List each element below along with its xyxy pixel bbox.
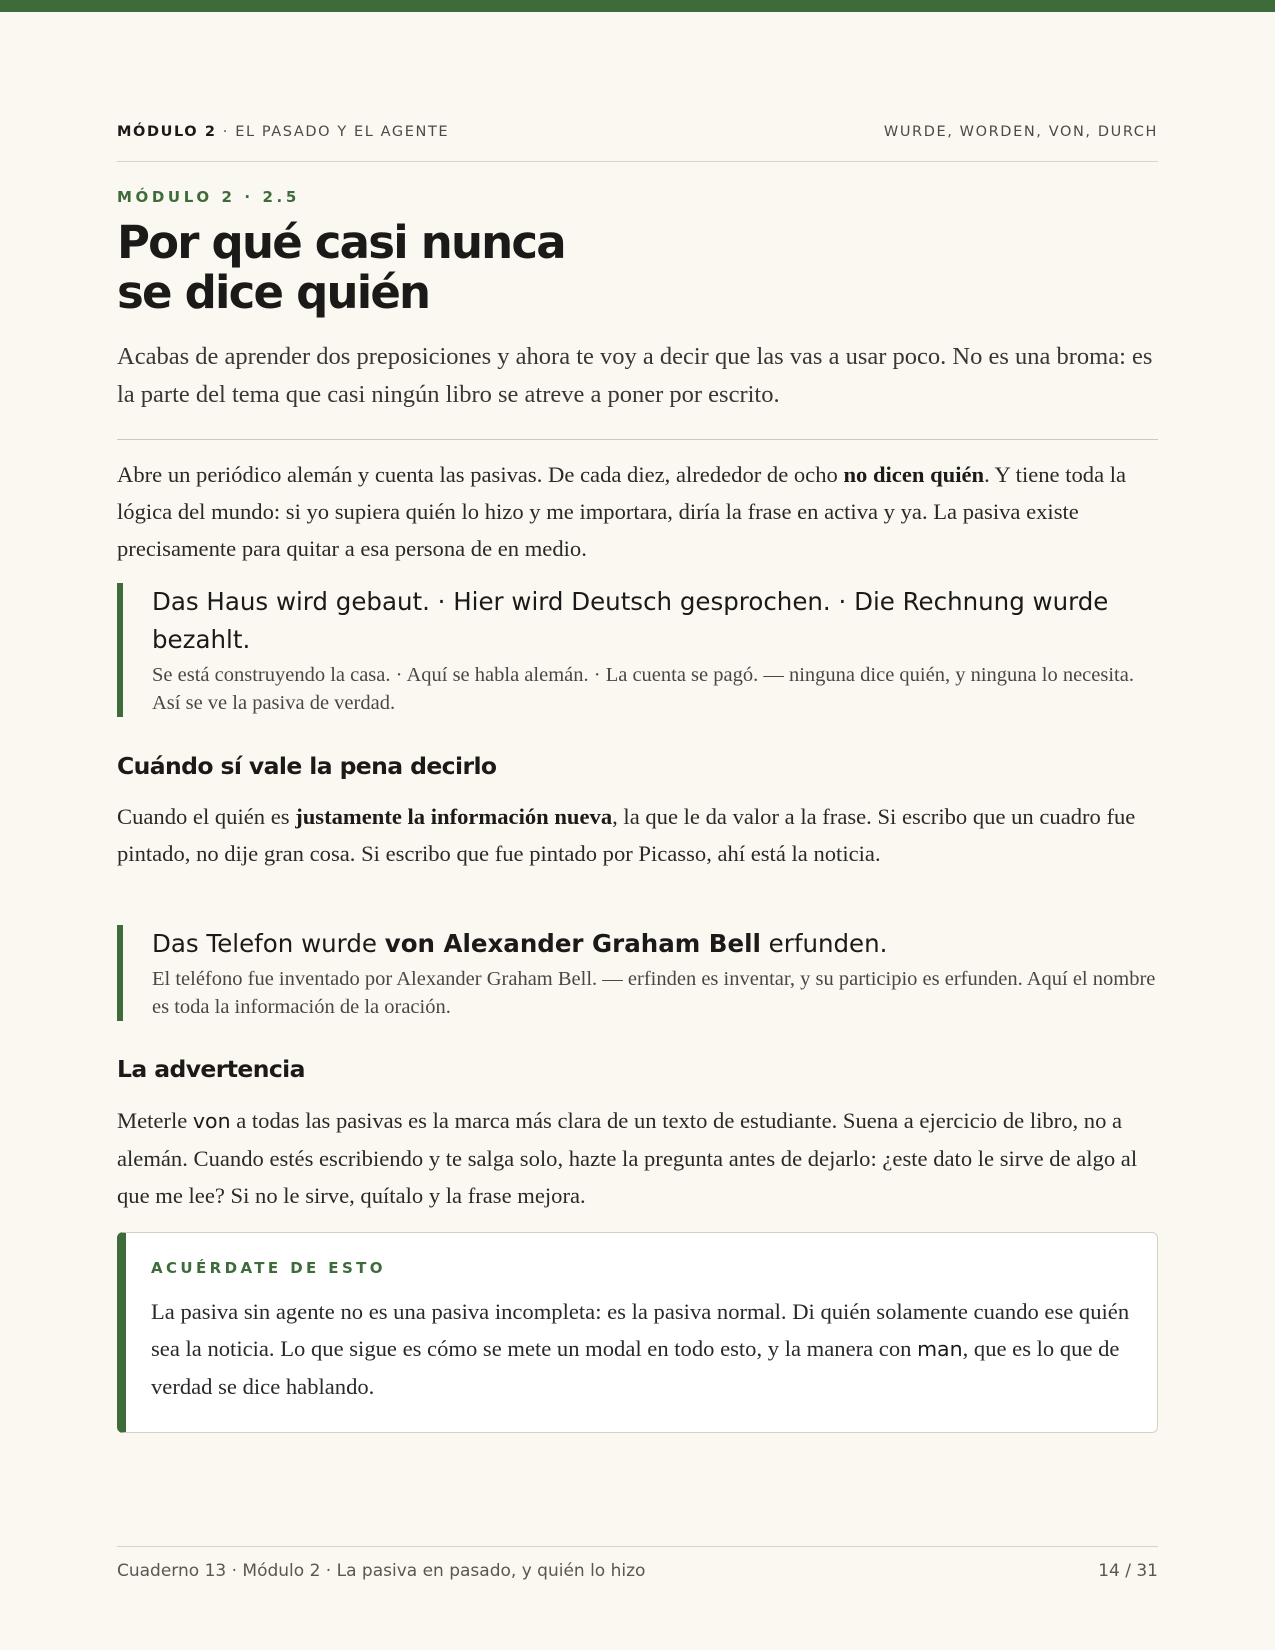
callout-body — [151, 1293, 1131, 1405]
page-number: 14 / 31 — [1098, 1561, 1158, 1581]
example-2-german-emphasis: von Alexander Graham Bell — [384, 929, 761, 958]
section-kicker: MÓDULO 2 · 2.5 — [117, 188, 300, 206]
example-block-2 — [117, 925, 1158, 1021]
running-header — [117, 124, 1158, 140]
callout-text-end: , que es lo que de verdad se dice hablando. — [151, 1336, 1120, 1399]
heading-warning: La advertencia — [117, 1055, 305, 1083]
example-2-german-end: erfunden. — [760, 929, 888, 958]
example-1-german: Das Haus wird gebaut. · Hier wird Deutsch gesprochen. · Die Rechnung wurde bezahlt. — [152, 587, 1109, 654]
lede-divider — [117, 439, 1158, 440]
callout-keyword: man — [917, 1337, 963, 1361]
heading-when-to-say: Cuándo sí vale la pena decirlo — [117, 752, 497, 780]
body-paragraph-3 — [117, 1102, 1158, 1214]
remember-callout — [117, 1232, 1158, 1433]
running-header-module: MÓDULO 2 — [117, 124, 217, 140]
running-header-left — [117, 124, 449, 140]
body-paragraph-2 — [117, 798, 1158, 872]
para3-keyword: von — [192, 1109, 231, 1133]
page-footer — [117, 1561, 1158, 1581]
example-2-spanish: El teléfono fue inventado por Alexander Graham Bell. — erfinden es inventar, y su participio es erfunden. Aquí el nombre es toda la información de la oración. — [152, 968, 1156, 1018]
para2-text-end: , la que le da valor a la frase. Si escribo que un cuadro fue pintado, no dije gran cosa. Si escribo que fue pintado por Picasso, ahí está la noticia. — [117, 804, 1136, 866]
para2-emphasis: justamente la información nueva — [295, 804, 613, 829]
para1-emphasis: no dicen quién — [843, 462, 985, 487]
running-header-section: · EL PASADO Y EL AGENTE — [216, 124, 450, 140]
page-title — [117, 218, 817, 318]
callout-text: La pasiva sin agente no es una pasiva incompleta: es la pasiva normal. Di quién solamente cuando ese quién sea la noticia. Lo que sigue es cómo se mete un modal en todo esto, y la manera con — [151, 1299, 1130, 1361]
body-paragraph-1 — [117, 456, 1158, 567]
footer-title: Cuaderno 13 · Módulo 2 · La pasiva en pasado, y quién lo hizo — [117, 1561, 646, 1581]
top-accent-bar — [0, 0, 1275, 12]
footer-divider — [117, 1546, 1158, 1547]
para1-text: Abre un periódico alemán y cuenta las pasivas. De cada diez, alrededor de ocho — [117, 462, 844, 487]
example-block-1 — [117, 583, 1158, 717]
header-divider — [117, 161, 1158, 162]
example-2-german-start: Das Telefon wurde — [152, 929, 385, 958]
title-line-1: Por qué casi nunca — [117, 216, 565, 269]
para3-text-end: a todas las pasivas es la marca más clara de un texto de estudiante. Suena a ejercicio de libro, no a alemán. Cuando estés escribiendo y te salga solo, hazte la pregunta antes de dejarlo: ¿este dato le sirve de algo al que me lee? Si no le sirve, quítalo y la frase mejora. — [117, 1108, 1138, 1208]
para1-text-end: . Y tiene toda la lógica del mundo: si yo supiera quién lo hizo y me importara, diría la frase en activa y ya. La pasiva existe precisamente para quitar a esa persona de en medio. — [117, 462, 1127, 561]
title-line-2: se dice quién — [117, 266, 430, 319]
lede-paragraph: Acabas de aprender dos preposiciones y ahora te voy a decir que las vas a usar poco. No es una broma: es la parte del tema que casi ningún libro se atreve a poner por escrito. — [117, 343, 1153, 408]
example-1-spanish: Se está construyendo la casa. · Aquí se habla alemán. · La cuenta se pagó. — ninguna dice quién, y ninguna lo necesita. Así se ve la pasiva de verdad. — [152, 664, 1134, 714]
example-2-german — [152, 925, 1158, 963]
para2-text: Cuando el quién es — [117, 804, 296, 829]
para3-text: Meterle — [117, 1108, 193, 1133]
running-header-topics: WURDE, WORDEN, VON, DURCH — [883, 124, 1158, 140]
callout-label: ACUÉRDATE DE ESTO — [151, 1259, 386, 1277]
